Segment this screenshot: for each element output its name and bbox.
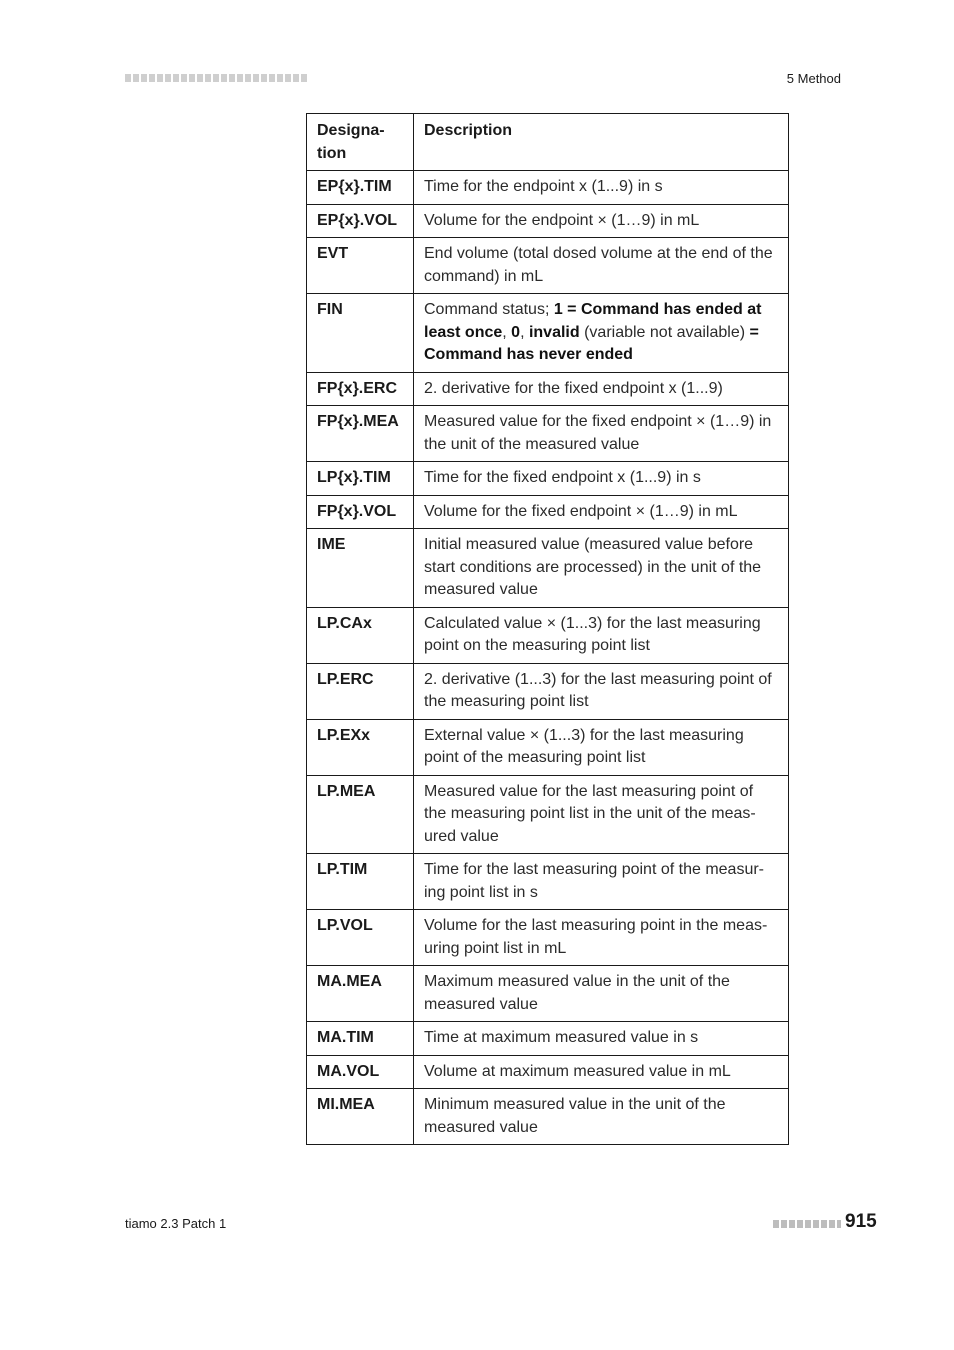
- table-row: [307, 775, 789, 854]
- description-bold-text: = Command has never ended: [424, 323, 759, 363]
- designation-cell: MA.TIM: [307, 1022, 414, 1056]
- table-row: [307, 294, 789, 373]
- designation-cell: LP.ERC: [307, 663, 414, 719]
- description-cell: [414, 663, 789, 719]
- description-text: ,: [502, 323, 512, 341]
- designation-cell: EP{x}.VOL: [307, 204, 414, 238]
- description-text: Command status;: [424, 301, 554, 318]
- designation-cell: EVT: [307, 238, 414, 294]
- description-cell: [414, 171, 789, 205]
- description-cell: [414, 204, 789, 238]
- table-row: [307, 238, 789, 294]
- designation-cell: LP.CAx: [307, 607, 414, 663]
- page-number: 915: [845, 1211, 877, 1232]
- header-decorative-dots: [125, 74, 307, 82]
- description-column-header: Description: [414, 114, 789, 171]
- table-body: [307, 171, 789, 1145]
- designation-cell: MA.VOL: [307, 1055, 414, 1089]
- table-row: [307, 406, 789, 462]
- table-row: [307, 495, 789, 529]
- description-cell: [414, 910, 789, 966]
- description-bold-text: invalid: [528, 323, 580, 341]
- description-text: Volume at maximum measured value in mL: [424, 1062, 731, 1080]
- description-cell: [414, 529, 789, 608]
- table-row: [307, 1022, 789, 1056]
- table-row: [307, 663, 789, 719]
- description-cell: [414, 294, 789, 373]
- description-text: Initial measured value (measured value before start conditions are processed) in the unit of the measured value: [424, 536, 762, 598]
- table-row: [307, 1055, 789, 1089]
- description-cell: [414, 719, 789, 775]
- description-text: Volume for the last measuring point in the meas-uring point list in mL: [424, 917, 768, 957]
- description-text: External value × (1...3) for the last measuring point of the measuring point list: [424, 726, 744, 766]
- table-row: [307, 462, 789, 496]
- description-text: Minimum measured value in the unit of the measured value: [424, 1096, 726, 1136]
- description-cell: [414, 1089, 789, 1145]
- description-cell: [414, 238, 789, 294]
- designation-cell: FP{x}.VOL: [307, 495, 414, 529]
- designation-cell: LP.VOL: [307, 910, 414, 966]
- table-row: [307, 372, 789, 406]
- footer-product-name: tiamo 2.3 Patch 1: [125, 1216, 227, 1231]
- description-text: 2. derivative for the fixed endpoint x (1...9): [424, 379, 723, 397]
- description-text: Volume for the fixed endpoint × (1…9) in mL: [424, 502, 738, 520]
- description-cell: [414, 372, 789, 406]
- table-row: [307, 171, 789, 205]
- designation-cell: IME: [307, 529, 414, 608]
- description-cell: [414, 854, 789, 910]
- header-section-title: 5 Method: [786, 71, 841, 86]
- description-text: Time at maximum measured value in s: [424, 1029, 699, 1046]
- footer-decorative-dots: [773, 1220, 841, 1228]
- description-text: Volume for the endpoint × (1…9) in mL: [424, 211, 700, 229]
- description-text: ,: [520, 323, 529, 341]
- designation-cell: MI.MEA: [307, 1089, 414, 1145]
- designation-cell: MA.MEA: [307, 966, 414, 1022]
- description-text: Measured value for the fixed endpoint × (1…9) in the unit of the measured value: [424, 413, 772, 453]
- table-row: [307, 910, 789, 966]
- description-text: (variable not available): [579, 323, 750, 341]
- description-text: End volume (total dosed volume at the end of the command) in mL: [424, 245, 773, 285]
- table-row: [307, 854, 789, 910]
- table-row: [307, 529, 789, 608]
- table-row: [307, 607, 789, 663]
- description-cell: [414, 495, 789, 529]
- description-text: Time for the fixed endpoint x (1...9) in s: [424, 469, 701, 486]
- description-text: Calculated value × (1...3) for the last measuring point on the measuring point list: [424, 614, 761, 654]
- table-row: [307, 966, 789, 1022]
- designation-cell: FP{x}.MEA: [307, 406, 414, 462]
- table-row: [307, 204, 789, 238]
- description-cell: [414, 775, 789, 854]
- designation-cell: FP{x}.ERC: [307, 372, 414, 406]
- description-bold-text: 0: [511, 323, 521, 341]
- designation-column-header: Designa- tion: [307, 114, 414, 171]
- description-text: Measured value for the last measuring point of the measuring point list in the unit of the meas-ured value: [424, 782, 756, 845]
- table-header-row: [307, 114, 789, 171]
- description-cell: [414, 1055, 789, 1089]
- designation-cell: LP.MEA: [307, 775, 414, 854]
- description-cell: [414, 462, 789, 496]
- designation-cell: EP{x}.TIM: [307, 171, 414, 205]
- table-row: [307, 719, 789, 775]
- description-cell: [414, 966, 789, 1022]
- designation-table: [306, 113, 789, 1145]
- description-text: Time for the endpoint x (1...9) in s: [424, 178, 663, 195]
- description-bold-text: 1 = Command has ended at least once: [424, 301, 762, 341]
- description-cell: [414, 1022, 789, 1056]
- description-text: Time for the last measuring point of the measur-ing point list in s: [424, 861, 764, 901]
- description-cell: [414, 607, 789, 663]
- designation-cell: LP.TIM: [307, 854, 414, 910]
- description-text: Maximum measured value in the unit of the measured value: [424, 973, 730, 1013]
- designation-cell: LP.EXx: [307, 719, 414, 775]
- description-text: 2. derivative (1...3) for the last measuring point of the measuring point list: [424, 670, 772, 710]
- designation-cell: FIN: [307, 294, 414, 373]
- designation-cell: LP{x}.TIM: [307, 462, 414, 496]
- table-row: [307, 1089, 789, 1145]
- description-cell: [414, 406, 789, 462]
